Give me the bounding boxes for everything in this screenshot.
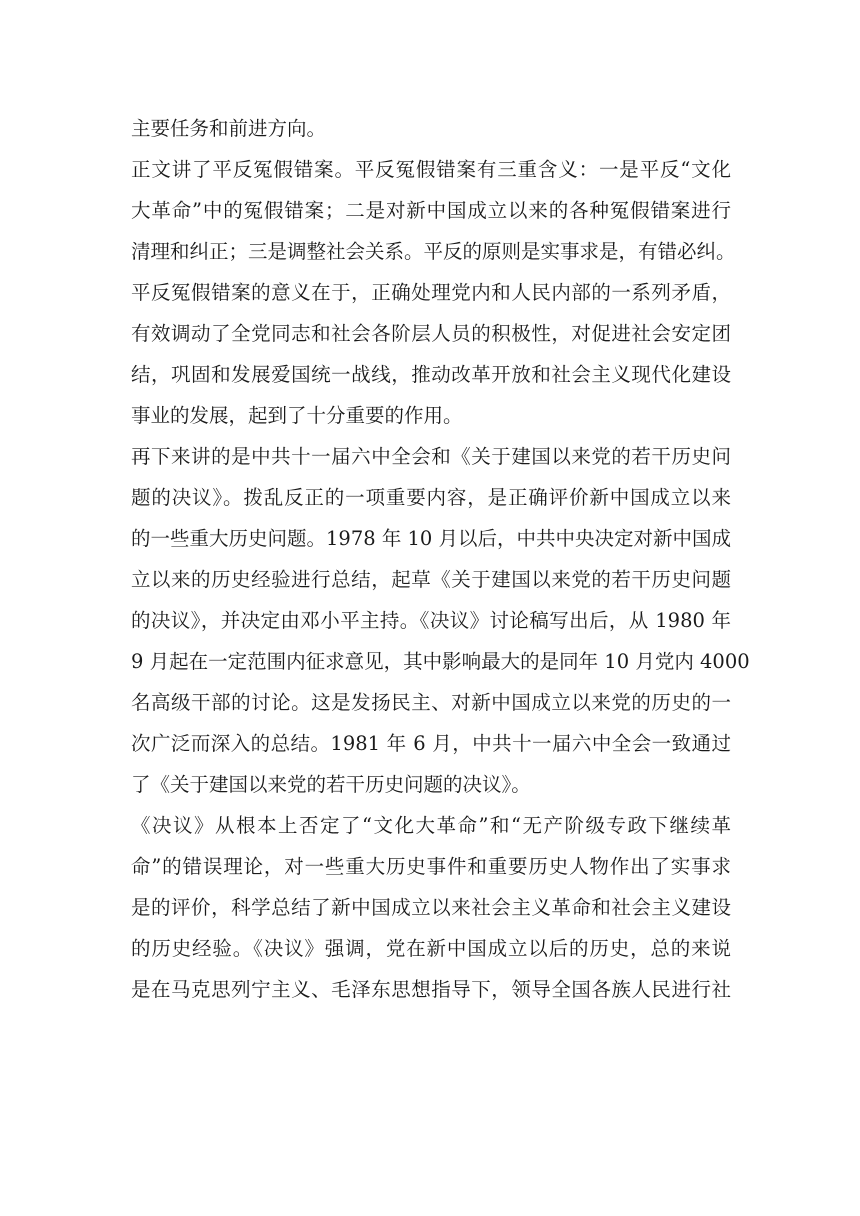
text-line: 了《关于建国以来党的若干历史问题的决议》。 bbox=[131, 773, 531, 796]
text-line: 题的决议》。拨乱反正的一项重要内容，是正确评价新中国成立以来 bbox=[131, 486, 731, 509]
text-line: 清理和纠正；三是调整社会关系。平反的原则是实事求是，有错必纠。 bbox=[131, 240, 736, 263]
text-line: 主要任务和前进方向。 bbox=[131, 117, 327, 140]
text-line: 是在马克思列宁主义、毛泽东思想指导下，领导全国各族人民进行社 bbox=[131, 978, 731, 1001]
text-line: 大革命”中的冤假错案；二是对新中国成立以来的各种冤假错案进行 bbox=[131, 199, 731, 222]
text-line: 有效调动了全党同志和社会各阶层人员的积极性，对促进社会安定团 bbox=[131, 322, 731, 345]
text-line: 命”的错误理论，对一些重大历史事件和重要历史人物作出了实事求 bbox=[131, 855, 731, 878]
text-line: 名高级干部的讨论。这是发扬民主、对新中国成立以来党的历史的一 bbox=[131, 691, 731, 714]
text-line: 的决议》，并决定由邓小平主持。《决议》讨论稿写出后，从 1980 年 bbox=[131, 609, 731, 632]
paragraph-3 bbox=[131, 436, 750, 805]
text-line: 正文讲了平反冤假错案。平反冤假错案有三重含义：一是平反“文化 bbox=[131, 158, 731, 181]
document-body bbox=[131, 108, 750, 1010]
text-line: 的一些重大历史问题。1978 年 10 月以后，中共中央决定对新中国成 bbox=[131, 527, 732, 550]
text-line: 结，巩固和发展爱国统一战线，推动改革开放和社会主义现代化建设 bbox=[131, 363, 731, 386]
text-line: 再下来讲的是中共十一届六中全会和《关于建国以来党的若干历史问 bbox=[131, 445, 731, 468]
paragraph-4 bbox=[131, 805, 731, 1010]
text-line: 是的评价，科学总结了新中国成立以来社会主义革命和社会主义建设 bbox=[131, 896, 731, 919]
paragraph-2 bbox=[131, 149, 736, 436]
text-line: 平反冤假错案的意义在于，正确处理党内和人民内部的一系列矛盾， bbox=[131, 281, 731, 304]
text-line: 事业的发展，起到了十分重要的作用。 bbox=[131, 404, 463, 427]
text-line: 的历史经验。《决议》强调，党在新中国成立以后的历史，总的来说 bbox=[131, 937, 731, 960]
paragraph-1 bbox=[131, 108, 731, 149]
text-line: 《决议》从根本上否定了“文化大革命”和“无产阶级专政下继续革 bbox=[131, 814, 731, 837]
text-line: 9 月起在一定范围内征求意见，其中影响最大的是同年 10 月党内 4000 bbox=[131, 650, 750, 673]
text-line: 次广泛而深入的总结。1981 年 6 月，中共十一届六中全会一致通过 bbox=[131, 732, 731, 755]
text-line: 立以来的历史经验进行总结，起草《关于建国以来党的若干历史问题 bbox=[131, 568, 731, 591]
